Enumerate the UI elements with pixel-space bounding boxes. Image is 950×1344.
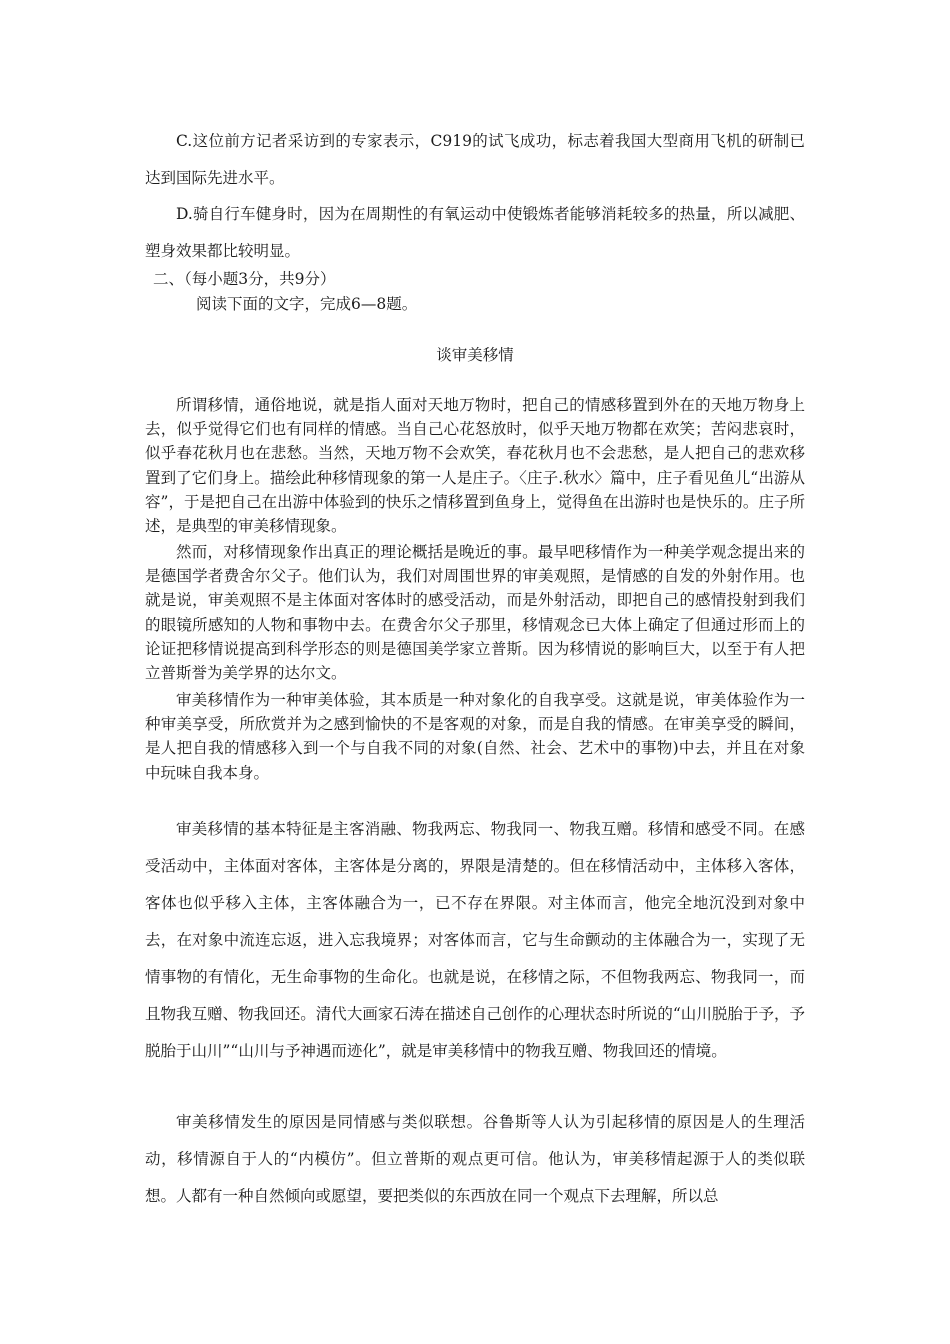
option-d: D.骑自行车健身时，因为在周期性的有氧运动中使锻炼者能够消耗较多的热量，所以减肥、塑身效果都比较明显。 bbox=[145, 205, 805, 260]
article-paragraph: 然而，对移情现象作出真正的理论概括是晚近的事。最早吧移情作为一种美学观念提出来的是德国学者费舍尔父子。他们认为，我们对周围世界的审美观照，是情感的自发的外射作用。也就是说，审美观照不是主体面对客体时的感受活动，而是外射活动，即把自己的感情投射到我们的眼镜所感知的人物和事物中去。在费舍尔父子那里，移情观念已大体上确定了但通过形而上的论证把移情说提高到科学形态的则是德国美学家立普斯。因为移情说的影响巨大，以至于有人把立普斯誉为美学界的达尔文。 bbox=[145, 543, 805, 683]
section-heading: 二、（每小题3分，共9分） bbox=[153, 270, 336, 288]
article-paragraph: 审美移情的基本特征是主客消融、物我两忘、物我同一、物我互赠。移情和感受不同。在感受活动中，主体面对客体，主客体是分离的，界限是清楚的。但在移情活动中，主体移入客体，客体也似乎移入主体，主客体融合为一，已不存在界限。对主体而言，他完全地沉没到对象中去，在对象中流连忘返，进入忘我境界；对客体而言，它与生命颤动的主体融合为一，实现了无情事物的有情化，无生命事物的生命化。也就是说，在移情之际，不但物我两忘、物我同一，而且物我互赠、物我回还。清代大画家石涛在描述自己创作的心理状态时所说的“山川脱胎于予，予脱胎于山川”“山川与予神遇而迹化”，就是审美移情中的物我互赠、物我回还的情境。 bbox=[145, 820, 805, 1060]
article-title: 谈审美移情 bbox=[436, 346, 514, 364]
option-c: C.这位前方记者采访到的专家表示，C919的试飞成功，标志着我国大型商用飞机的研制已达到国际先进水平。 bbox=[145, 132, 805, 187]
section-instruction: 阅读下面的文字，完成6—8题。 bbox=[196, 295, 418, 313]
article-paragraph: 所谓移情，通俗地说，就是指人面对天地万物时，把自己的情感移置到外在的天地万物身上去，似乎觉得它们也有同样的情感。当自己心花怒放时，似乎天地万物都在欢笑；苦闷悲哀时，似乎春花秋月也在悲愁。当然，天地万物不会欢笑，春花秋月也不会悲愁，是人把自己的悲欢移置到了它们身上。描绘此种移情现象的第一人是庄子。〈庄子.秋水〉篇中，庄子看见鱼儿“出游从容”，于是把自己在出游中体验到的快乐之情移置到鱼身上，觉得鱼在出游时也是快乐的。庄子所述，是典型的审美移情现象。 bbox=[145, 396, 805, 536]
article-paragraph: 审美移情发生的原因是同情感与类似联想。谷鲁斯等人认为引起移情的原因是人的生理活动，移情源自于人的“内模仿”。但立普斯的观点更可信。他认为，审美移情起源于人的类似联想。人都有一种自然倾向或愿望，要把类似的东西放在同一个观点下去理解，所以总 bbox=[145, 1113, 805, 1205]
article-paragraph: 审美移情作为一种审美体验，其本质是一种对象化的自我享受。这就是说，审美体验作为一种审美享受，所欣赏并为之感到愉快的不是客观的对象，而是自我的情感。在审美享受的瞬间，是人把自我的情感移入到一个与自我不同的对象(自然、社会、艺术中的事物)中去，并且在对象中玩味自我本身。 bbox=[145, 691, 805, 782]
